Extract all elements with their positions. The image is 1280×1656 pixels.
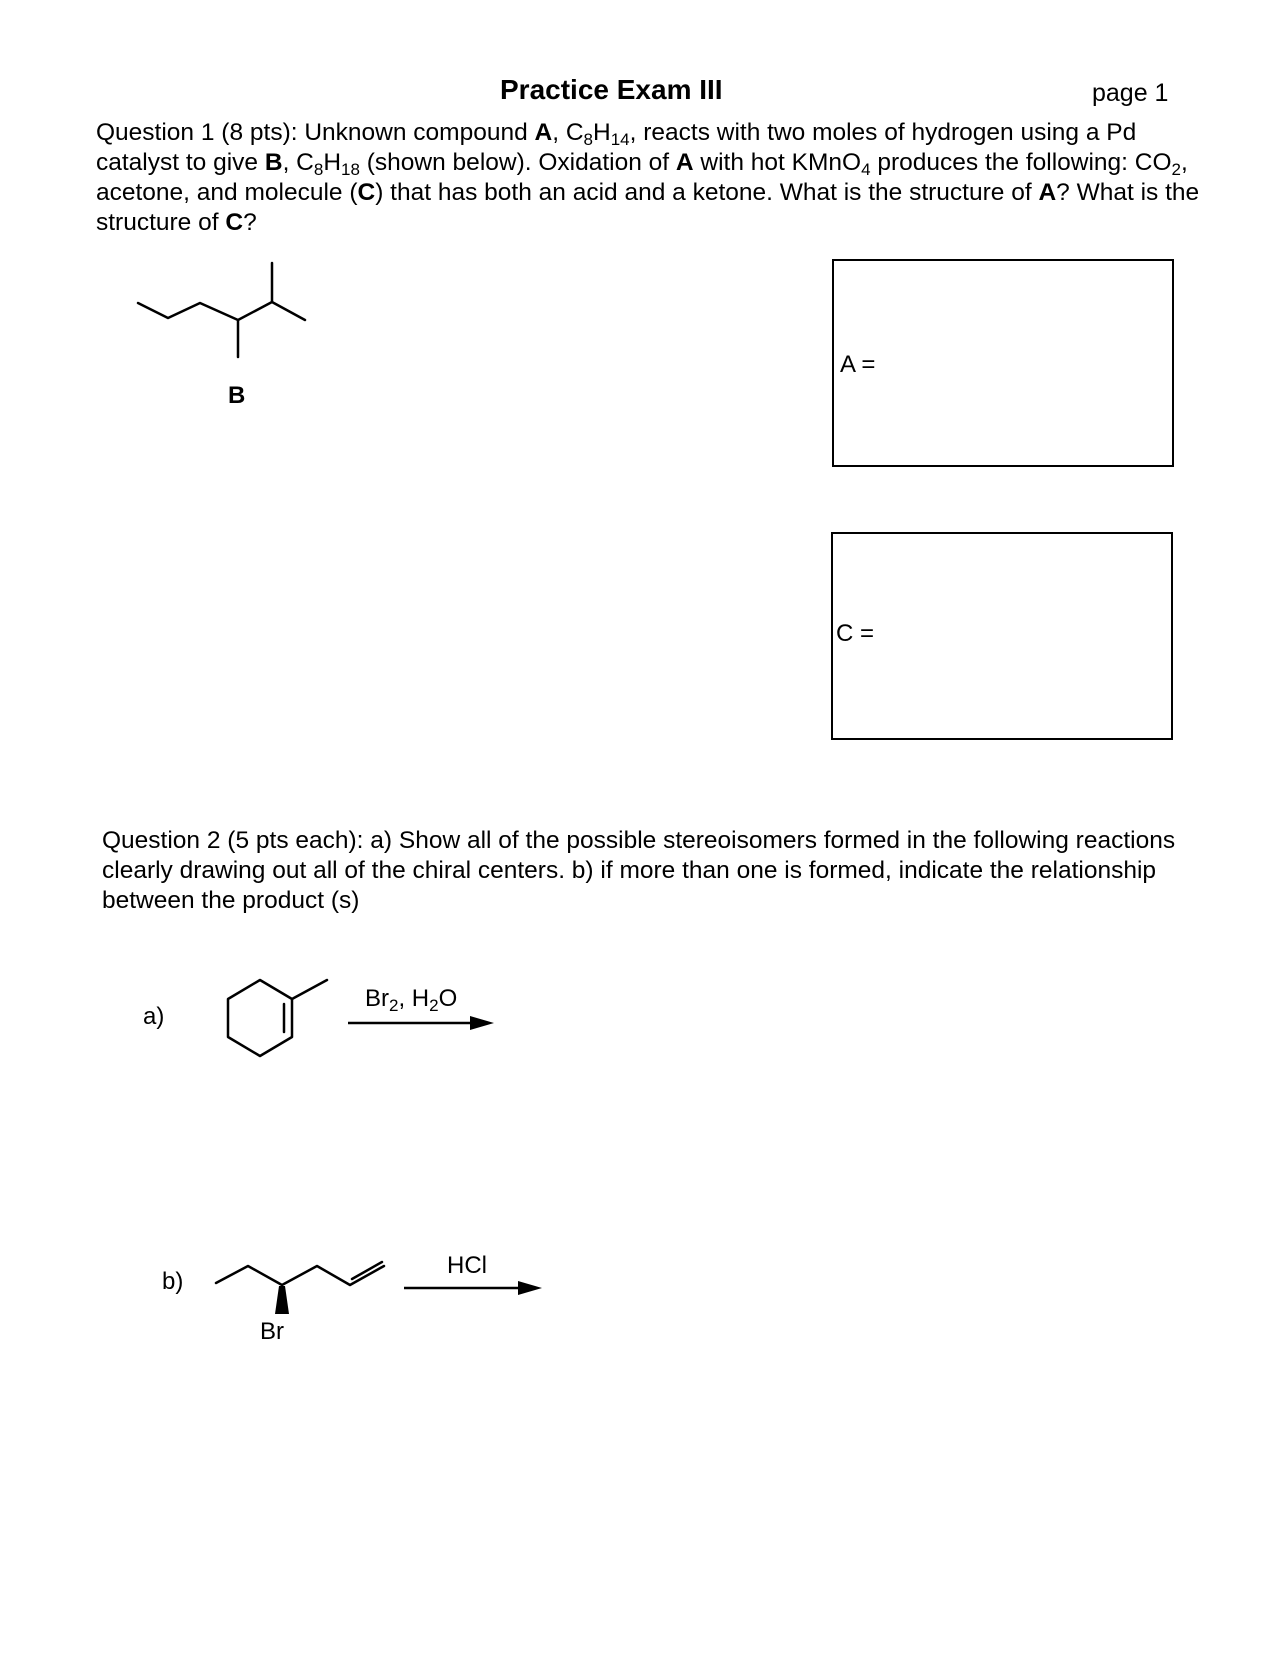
part-b-label: b) [162,1268,184,1295]
part-a-reagent: $Br_2$, $H_2O$ [365,985,458,1015]
question-2-text: Question 2 (5 pts each): a) Show all of the possible stereoisomers formed in the following reactions clearly drawing out all of the chiral centers. b) if more than one is formed, indicate the relationship between the product (s) [102,827,1176,914]
answer-box-c-label: C = [836,620,875,647]
part-b-reagent: HCl [447,1252,487,1279]
question-1-text: Question 1 (8 pts): Unknown compound A, $C_8H_{14}$, reacts with two moles of hydrogen using a Pd catalyst to give B, $C_8H_{18}$ (shown below). Oxidation of A with hot KMnO$_4$ produces the following: $CO_2$, acetone, and molecule (C) that has both an acid and a ketone. What is the structure of A? What is the structure of C? [96,119,1200,236]
page-number: page 1 [1092,79,1169,107]
wedge-bond [275,1286,289,1314]
part-a-label: a) [143,1003,165,1030]
answer-box-a-label: A = [840,351,876,378]
part-b-br-substituent: Br [260,1318,284,1345]
molecule-b-label: B [228,382,246,409]
part-b-arrowhead [518,1281,542,1295]
page-title: Practice Exam III [500,74,723,105]
